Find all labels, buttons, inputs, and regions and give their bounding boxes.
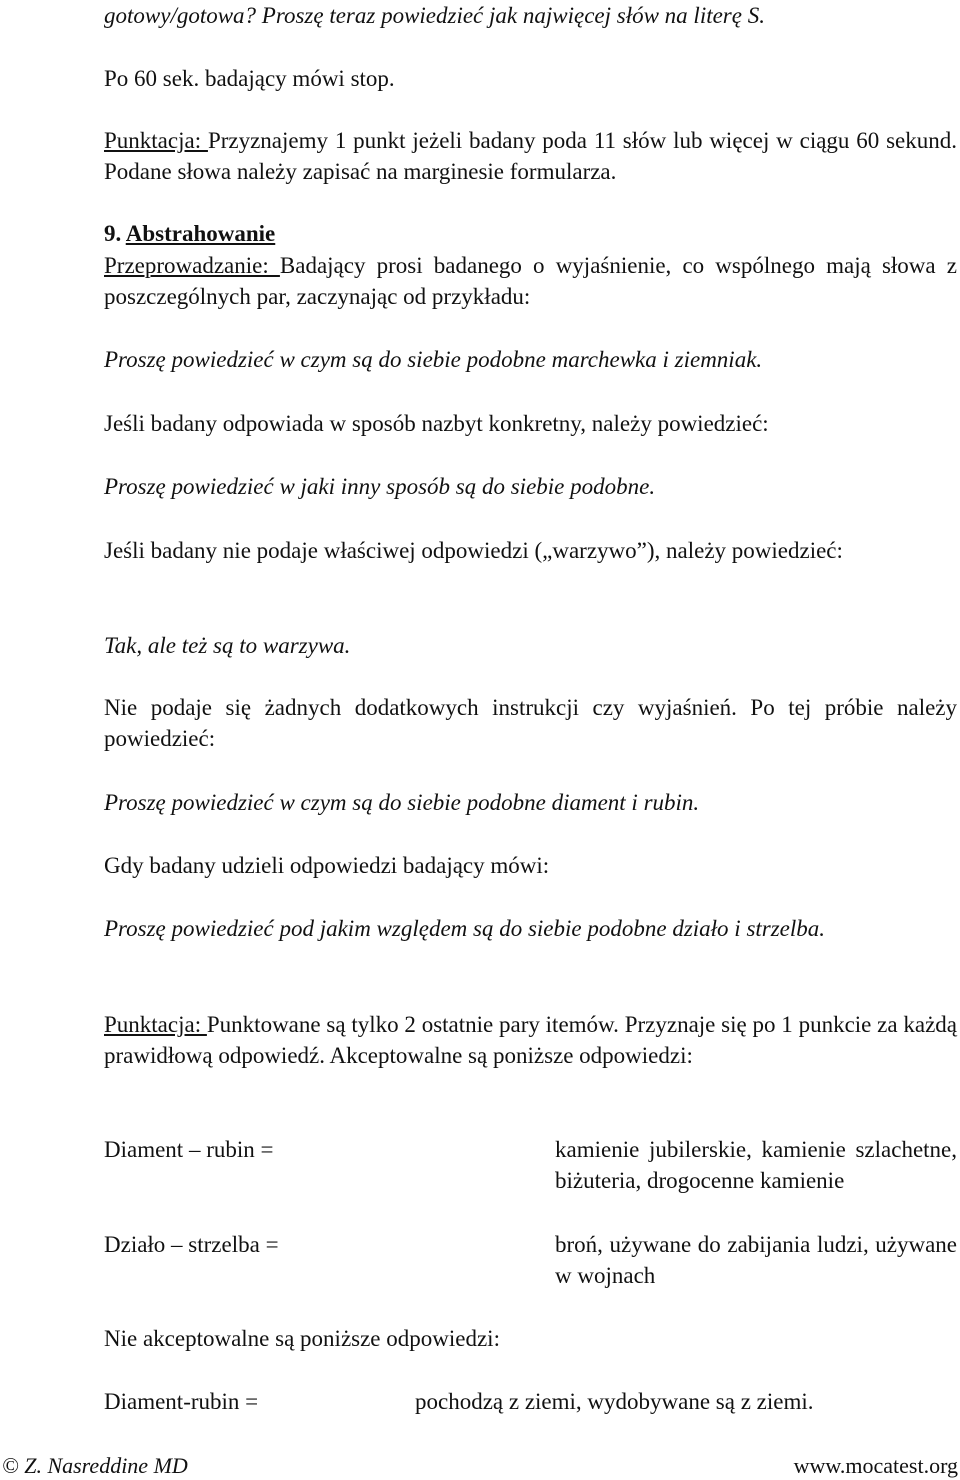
cannon-rifle-prompt: Proszę powiedzieć pod jakim względem są do siebie podobne działo i strzelba. bbox=[104, 916, 826, 941]
procedure-label: Przeprowadzanie: bbox=[104, 253, 280, 278]
footer-copyright: © Z. Nasreddine MD bbox=[2, 1453, 188, 1478]
not-accepted-answer: pochodzą z ziemi, wydobywane są z ziemi. bbox=[415, 1389, 814, 1414]
not-accepted-heading: Nie akceptowalne są poniższe odpowiedzi: bbox=[104, 1326, 500, 1351]
procedure-paragraph bbox=[104, 250, 957, 312]
scoring-label: Punktacja: bbox=[104, 128, 208, 153]
after-answer-instruction: Gdy badany udzieli odpowiedzi badający mówi: bbox=[104, 853, 550, 878]
vegetables-prompt: Tak, ale też są to warzywa. bbox=[104, 633, 351, 658]
procedure-text: Badający prosi badanego o wyjaśnienie, co wspólnego mają słowa z poszczególnych par, zaczynając od przykładu: bbox=[104, 253, 957, 309]
accepted-pair: Diament – rubin = bbox=[104, 1137, 274, 1162]
accepted-answer: broń, używane do zabijania ludzi, używane w wojnach bbox=[555, 1232, 957, 1288]
diamond-ruby-prompt: Proszę powiedzieć w czym są do siebie podobne diament i rubin. bbox=[104, 790, 700, 815]
stop-instruction: Po 60 sek. badający mówi stop. bbox=[104, 66, 395, 91]
accepted-answer: kamienie jubilerskie, kamienie szlachetne, biżuteria, drogocenne kamienie bbox=[555, 1137, 957, 1193]
scoring-paragraph-abstraction bbox=[104, 1009, 957, 1071]
accepted-pair: Działo – strzelba = bbox=[104, 1232, 279, 1257]
not-accepted-pair: Diament-rubin = bbox=[104, 1389, 259, 1414]
continuation-line: gotowy/gotowa? Proszę teraz powiedzieć jak najwięcej słów na literę S. bbox=[104, 3, 765, 28]
wrong-answer-instruction: Jeśli badany nie podaje właściwej odpowiedzi („warzywo”), należy powiedzieć: bbox=[104, 538, 843, 563]
footer-website: www.mocatest.org bbox=[793, 1453, 958, 1478]
other-way-prompt: Proszę powiedzieć w jaki inny sposób są do siebie podobne. bbox=[104, 474, 656, 499]
scoring-label: Punktacja: bbox=[104, 1012, 207, 1037]
example-prompt: Proszę powiedzieć w czym są do siebie podobne marchewka i ziemniak. bbox=[104, 347, 763, 372]
section-title: Abstrahowanie bbox=[125, 221, 276, 246]
section-heading bbox=[104, 218, 957, 249]
concrete-answer-instruction: Jeśli badany odpowiada w sposób nazbyt konkretny, należy powiedzieć: bbox=[104, 411, 769, 436]
section-number: 9. bbox=[104, 221, 122, 246]
scoring-paragraph-fluency bbox=[104, 125, 957, 187]
no-extra-instructions: Nie podaje się żadnych dodatkowych instrukcji czy wyjaśnień. Po tej próbie należy powiedzieć: bbox=[104, 695, 957, 751]
scoring-text: Punktowane są tylko 2 ostatnie pary itemów. Przyznaje się po 1 punkcie za każdą prawidłową odpowiedź. Akceptowalne są poniższe odpowiedzi: bbox=[104, 1012, 958, 1068]
scoring-text: Przyznajemy 1 punkt jeżeli badany poda 11 słów lub więcej w ciągu 60 sekund. Podane słowa należy zapisać na marginesie formularza. bbox=[104, 128, 957, 184]
